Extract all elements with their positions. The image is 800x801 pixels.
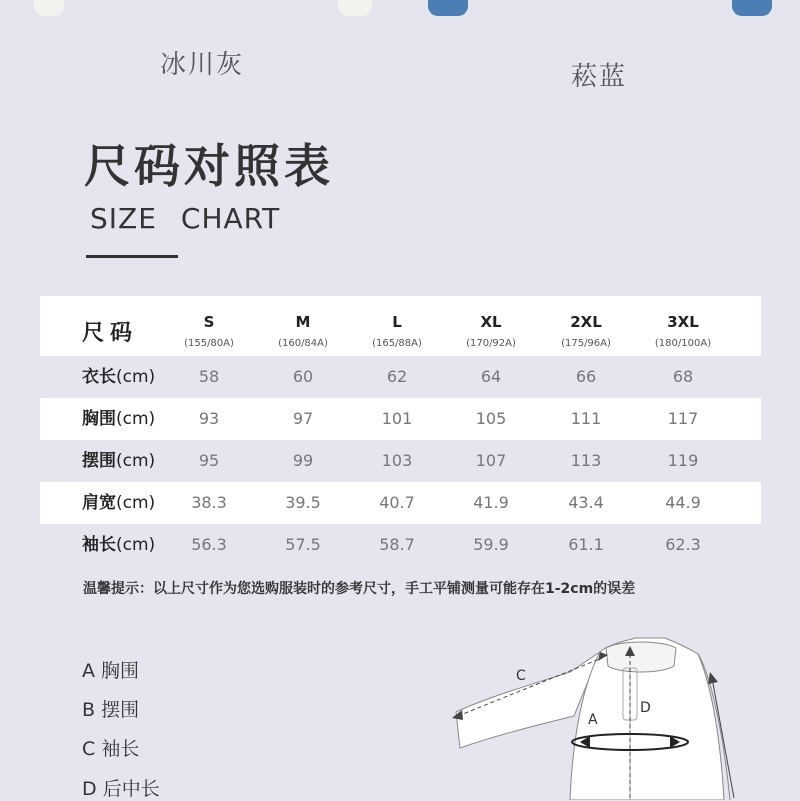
table-cell: 59.9 [473, 535, 509, 554]
row-label [82, 398, 155, 440]
legend-item-a [82, 656, 139, 683]
row-label-text: 衣长 [82, 367, 116, 387]
header-size-m [258, 313, 348, 351]
legend-label: 胸围 [101, 660, 140, 682]
subtitle-size: SIZE [90, 202, 157, 235]
table-cell: 93 [198, 409, 220, 428]
size-name: L [392, 313, 402, 331]
page-subtitle [90, 202, 280, 235]
table-row-sleeve [40, 524, 761, 566]
table-cell: 62 [386, 367, 408, 386]
table-cell: 113 [570, 451, 602, 470]
legend-item-d [82, 774, 160, 801]
table-cell: 68 [672, 367, 694, 386]
table-cell: 58.7 [379, 535, 415, 554]
table-cell: 105 [475, 409, 507, 428]
measure-arrow-side [708, 672, 718, 684]
color-name-isatis-blue: 菘蓝 [571, 62, 628, 92]
size-spec: (155/80A) [184, 338, 234, 349]
table-cell: 39.5 [285, 493, 321, 512]
table-cell: 97 [292, 409, 314, 428]
table-cell: 40.7 [379, 493, 415, 512]
diagram-label-a: A [588, 712, 598, 728]
legend-letter: C [82, 738, 96, 760]
header-size-xl [446, 313, 536, 351]
legend-letter: A [82, 660, 95, 682]
table-cell: 58 [198, 367, 220, 386]
row-label-text: 肩宽 [82, 493, 116, 513]
row-label [82, 356, 155, 398]
legend-letter: B [82, 699, 96, 721]
size-table [40, 296, 761, 566]
swatch-isatis-blue-left [428, 0, 468, 16]
table-row-hem [40, 440, 761, 482]
color-name-glacier-grey: 冰川灰 [160, 50, 245, 80]
table-cell: 95 [198, 451, 220, 470]
diagram-label-d: D [640, 700, 651, 716]
row-label-text: 摆围 [82, 451, 116, 471]
row-label [82, 524, 155, 566]
title-underline [86, 255, 178, 258]
table-cell: 119 [667, 451, 699, 470]
legend-label: 摆围 [101, 699, 140, 721]
legend-item-b [82, 695, 139, 722]
size-name: S [203, 313, 215, 331]
swatch-glacier-grey-left [34, 0, 64, 16]
header-size-3xl [638, 313, 728, 351]
table-cell: 101 [381, 409, 413, 428]
row-unit: (cm) [116, 493, 156, 513]
table-cell: 62.3 [665, 535, 701, 554]
jacket-measurement-diagram [430, 630, 800, 800]
size-name: M [295, 313, 311, 331]
size-name: 3XL [667, 313, 699, 331]
table-cell: 38.3 [191, 493, 227, 512]
header-size-l [352, 313, 442, 351]
size-spec: (180/100A) [654, 338, 712, 349]
header-label: 尺码 [82, 321, 139, 346]
legend-letter: D [82, 778, 97, 800]
table-cell: 99 [292, 451, 314, 470]
row-label [82, 440, 155, 482]
table-cell: 103 [381, 451, 413, 470]
table-header-row [40, 296, 761, 356]
measurement-note: 温馨提示：以上尺寸作为您选购服装时的参考尺寸，手工平铺测量可能存在1-2cm的误差 [83, 581, 636, 597]
legend-item-c [82, 734, 139, 761]
row-label-text: 胸围 [82, 409, 116, 429]
table-cell: 43.4 [568, 493, 604, 512]
row-unit: (cm) [116, 535, 156, 555]
table-cell: 57.5 [285, 535, 321, 554]
size-name: XL [480, 313, 502, 331]
table-cell: 64 [480, 367, 502, 386]
size-spec: (165/88A) [372, 338, 422, 349]
swatch-glacier-grey-right [338, 0, 372, 16]
row-label-text: 袖长 [82, 535, 116, 555]
row-unit: (cm) [116, 367, 156, 387]
row-unit: (cm) [116, 409, 156, 429]
table-row-shoulder [40, 482, 761, 524]
size-spec: (175/96A) [561, 338, 611, 349]
table-cell: 44.9 [665, 493, 701, 512]
table-cell: 41.9 [473, 493, 509, 512]
table-cell: 66 [575, 367, 597, 386]
legend-label: 袖长 [101, 738, 140, 760]
jacket-collar [606, 642, 676, 672]
row-unit: (cm) [116, 451, 156, 471]
size-name: 2XL [570, 313, 602, 331]
page-title: 尺码对照表 [84, 139, 334, 193]
header-size-s [164, 313, 254, 351]
legend-label: 后中长 [102, 778, 160, 800]
header-size-2xl [541, 313, 631, 351]
swatch-isatis-blue-right [732, 0, 772, 16]
size-spec: (170/92A) [466, 338, 516, 349]
table-cell: 117 [667, 409, 699, 428]
row-label [82, 482, 155, 524]
table-cell: 107 [475, 451, 507, 470]
table-cell: 60 [292, 367, 314, 386]
subtitle-chart: CHART [180, 202, 281, 235]
table-cell: 56.3 [191, 535, 227, 554]
size-spec: (160/84A) [278, 338, 328, 349]
table-cell: 111 [570, 409, 602, 428]
table-row-chest [40, 398, 761, 440]
table-cell: 61.1 [568, 535, 604, 554]
diagram-label-c: C [516, 668, 526, 684]
table-row-length [40, 356, 761, 398]
